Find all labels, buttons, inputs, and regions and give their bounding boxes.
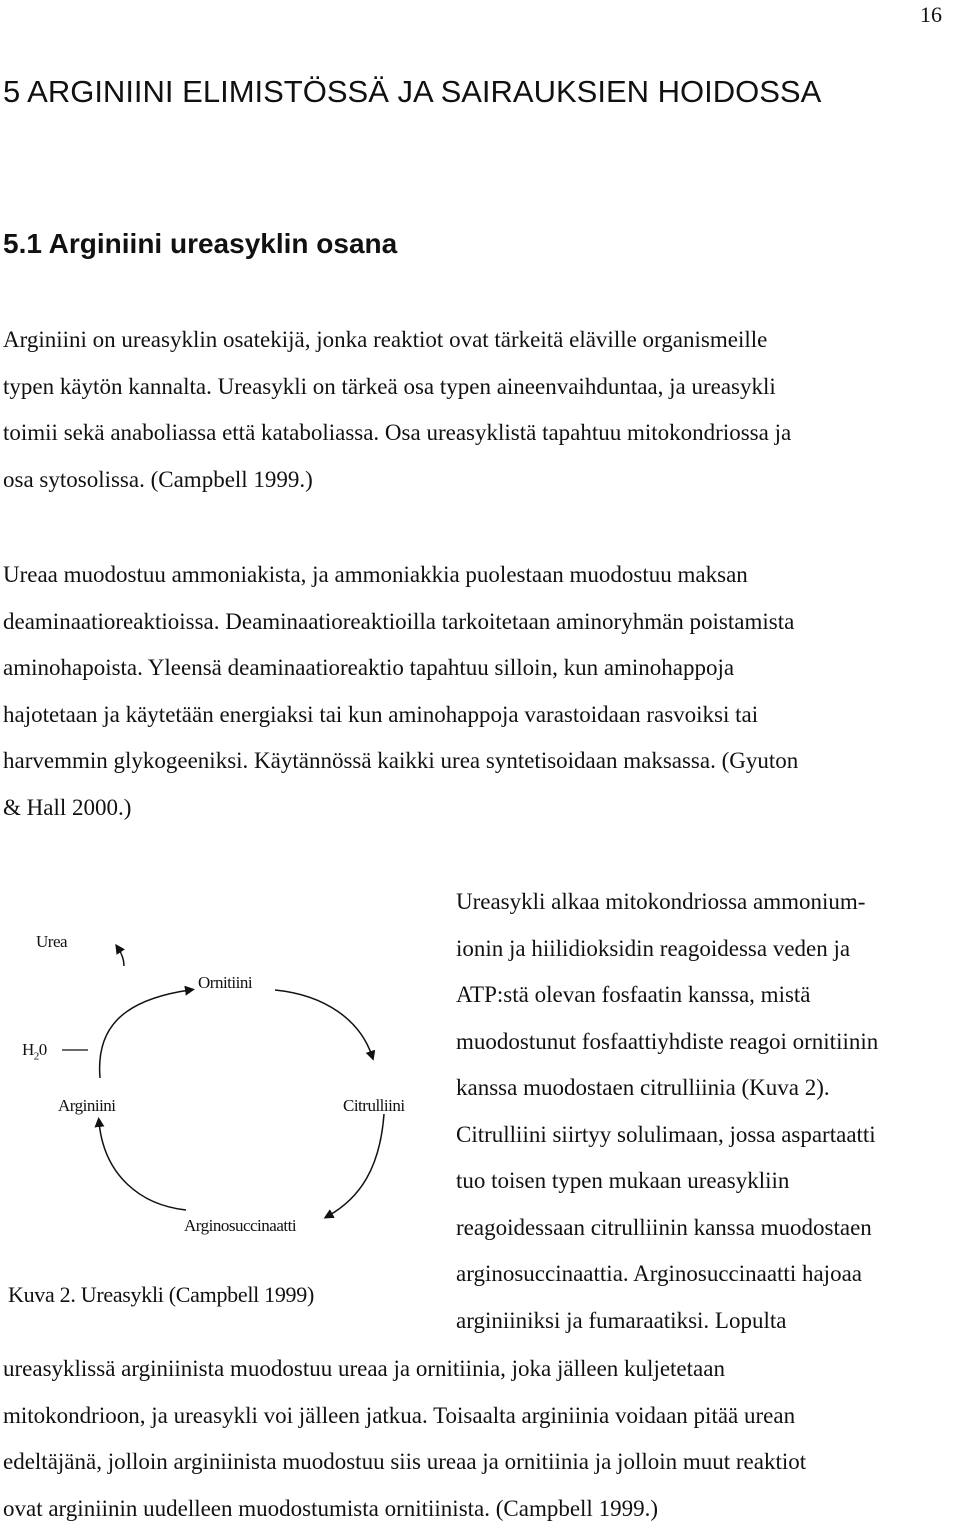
side-line: arginosuccinaattia. Arginosuccinaatti hajoaa: [456, 1251, 878, 1298]
label-water: [22, 1040, 47, 1062]
side-line: tuo toisen typen mukaan ureasykliin: [456, 1158, 878, 1205]
side-line: Ureasykli alkaa mitokondriossa ammonium-: [456, 879, 878, 926]
arrow-arginiini-to-ornitiini: [100, 990, 190, 1078]
paragraph-3-line: mitokondrioon, ja ureasykli voi jälleen jatkua. Toisaalta arginiinia voidaan pitää urean: [3, 1393, 806, 1440]
side-line: muodostunut fosfaattiyhdiste reagoi ornitiinin: [456, 1019, 878, 1066]
arrow-urea-branch: [118, 948, 124, 966]
label-arginiini: Arginiini: [58, 1096, 116, 1116]
urea-cycle-diagram: [0, 900, 440, 1300]
paragraph-3: [3, 1346, 806, 1532]
paragraph-3-line: ovat arginiinin uudelleen muodostumista ornitiinista. (Campbell 1999.): [3, 1486, 806, 1532]
label-ornitiini: Ornitiini: [198, 973, 252, 993]
side-line: ATP:stä olevan fosfaatin kanssa, mistä: [456, 972, 878, 1019]
paragraph-2-line: & Hall 2000.): [3, 785, 798, 832]
paragraph-2-line: Ureaa muodostuu ammoniakista, ja ammoniakkia puolestaan muodostuu maksan: [3, 552, 798, 599]
paragraph-2: [3, 552, 798, 831]
side-line: kanssa muodostaen citrulliinia (Kuva 2).: [456, 1065, 878, 1112]
arrow-citrulliini-to-arginosuccinaatti: [328, 1114, 384, 1216]
paragraph-2-line: harvemmin glykogeeniksi. Käytännössä kaikki urea syntetisoidaan maksassa. (Gyuton: [3, 738, 798, 785]
side-line: reagoidessaan citrulliinin kanssa muodostaen: [456, 1205, 878, 1252]
label-water-end: 0: [39, 1040, 47, 1059]
label-citrulliini: Citrulliini: [343, 1096, 405, 1116]
label-arginosuccinaatti: Arginosuccinaatti: [184, 1216, 296, 1236]
paragraph-1-line: toimii sekä anaboliassa että kataboliassa. Osa ureasyklistä tapahtuu mitokondriossa ja: [3, 410, 791, 457]
paragraph-1-line: osa sytosolissa. (Campbell 1999.): [3, 457, 791, 504]
arrow-arginosuccinaatti-to-arginiini: [99, 1122, 186, 1210]
paragraph-3-line: ureasyklissä arginiinista muodostuu ureaa ja ornitiinia, joka jälleen kuljetetaan: [3, 1346, 806, 1393]
paragraph-3-line: edeltäjänä, jolloin arginiinista muodostuu siis ureaa ja ornitiinia ja jolloin muut reaktiot: [3, 1439, 806, 1486]
label-urea: Urea: [36, 932, 67, 952]
label-water-sub: 2: [34, 1050, 39, 1062]
paragraph-1-line: typen käytön kannalta. Ureasykli on tärkeä osa typen aineenvaihduntaa, ja ureasykli: [3, 364, 791, 411]
page-number: 16: [920, 2, 942, 28]
paragraph-1: [3, 317, 791, 503]
side-paragraph: [456, 879, 878, 1344]
paragraph-1-line: Arginiini on ureasyklin osatekijä, jonka reaktiot ovat tärkeitä eläville organismeille: [3, 317, 791, 364]
figure-caption: Kuva 2. Ureasykli (Campbell 1999): [8, 1282, 314, 1308]
paragraph-2-line: deaminaatioreaktioissa. Deaminaatioreaktioilla tarkoitetaan aminoryhmän poistamista: [3, 599, 798, 646]
paragraph-2-line: hajotetaan ja käytetään energiaksi tai kun aminohappoja varastoidaan rasvoiksi tai: [3, 692, 798, 739]
arrow-ornitiini-to-citrulliini: [275, 990, 372, 1056]
label-water-main: H: [22, 1040, 34, 1059]
side-line: arginiiniksi ja fumaraatiksi. Lopulta: [456, 1298, 878, 1345]
chapter-heading: 5 ARGINIINI ELIMISTÖSSÄ JA SAIRAUKSIEN HOIDOSSA: [3, 74, 821, 110]
side-line: Citrulliini siirtyy solulimaan, jossa aspartaatti: [456, 1112, 878, 1159]
section-heading: 5.1 Arginiini ureasyklin osana: [3, 228, 397, 260]
paragraph-2-line: aminohapoista. Yleensä deaminaatioreaktio tapahtuu silloin, kun aminohappoja: [3, 645, 798, 692]
side-line: ionin ja hiilidioksidin reagoidessa veden ja: [456, 926, 878, 973]
